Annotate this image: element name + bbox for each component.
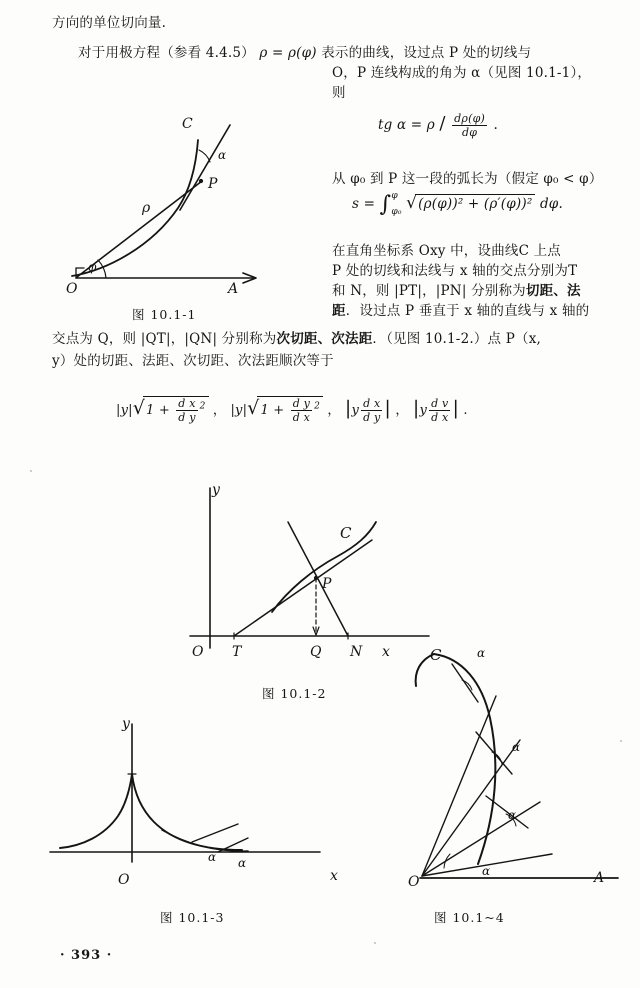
eq3-sep-3: ， [395,403,409,418]
scan-speck [620,740,622,742]
figure-2-label-P: P [322,576,332,592]
figure-3-drawing [42,712,332,882]
figure-2-label-C: C [340,524,352,542]
term-subtangent-subnormal: 次切距、次法距 [276,331,373,347]
figure-4-label-alpha-1: α [477,646,486,660]
figure-1-label-phi: φ [88,260,97,274]
eq3-frac-1 [176,397,197,424]
para3-part-d: ．设过点 P 垂直于 x 轴的直线与 x 轴的 [345,303,590,319]
paragraph-3-line-1 [332,242,632,261]
equation-3 [116,396,616,424]
figure-2-label-x: x [382,644,390,660]
figure-4-label-A: A [594,870,605,886]
figure-3-label-x: x [330,868,338,884]
eq3-num-1: d x [176,397,197,411]
heading-text: 方向的单位切向量. [52,15,167,31]
eq1-period: . [493,117,498,133]
para2-text: 从 φ₀ 到 P 这一段的弧长为（假定 φ₀ < φ） [332,171,603,187]
figure-3-label-alpha-2: α [238,856,247,870]
eq1-numerator: dρ(φ) [454,112,485,125]
eq3-abs-open-3: | [344,397,352,419]
eq3-term-3: |y $\frac{\text{d x}}{\text{d y}}$ | [344,397,392,424]
figure-4-drawing [400,636,630,886]
eq3-exp-2: 2 [314,401,321,412]
eq3-sep-1: ， [212,403,227,418]
eq3-num-4: d v [431,397,449,410]
eq3-exp-1: 2 [199,401,206,412]
figure-2-label-O: O [192,644,204,660]
figure-1-label-A: A [228,281,239,297]
paragraph-2 [332,170,632,189]
eq3-radicand-1: 1 + $\frac{\text{d x}}{\text{d y}}$ $^2$ [143,396,209,424]
term-tangent-normal-length: 切距、法 [525,283,581,299]
paragraph-1-line-2 [332,64,622,83]
para3-part-b: P 处的切线和法线与 x 轴的交点分别为T [332,263,578,279]
figure-4-label-alpha-2: α [512,740,521,754]
paragraph-3-line-2 [332,262,632,281]
eq1-denominator: dφ [461,126,478,139]
sqrt-symbol-1: √ [132,397,146,419]
para1-part-d: 则 [332,85,346,101]
scan-speck [374,942,376,944]
eq3-frac-4 [429,397,450,424]
para3-part-c: 和 N，则 |PT|，|PN| 分别称为 [332,283,526,299]
paragraph-5 [52,352,622,371]
term-normal-length: 距 [332,303,346,319]
figure-3-label-O: O [118,872,130,888]
eq3-abs-open-4: | [412,397,420,419]
eq2-tail: dφ. [539,196,563,212]
rho-expression: ρ = ρ(φ) [259,45,317,61]
para1-part-b: 表示的曲线，设过点 P 处的切线与 [321,45,532,61]
eq2-left: s = [352,196,376,212]
eq3-den-3: d y [363,411,381,424]
eq3-period: . [463,403,468,418]
sqrt-symbol: √ [406,193,418,213]
figure-1-caption: 图 10.1-1 [132,307,197,322]
figure-2-caption: 图 10.1-2 [262,686,327,701]
eq3-abs-1: |y| [116,403,133,418]
figure-3-label-alpha-1: α [208,850,217,864]
paragraph-3-line-3 [332,282,632,301]
paragraph-1-line-1 [78,44,618,63]
integral-lower-limit: φ₀ [391,207,402,217]
eq3-frac-2 [291,397,312,424]
eq3-num-2: d y [292,397,311,410]
eq1-left: tg α = ρ [378,117,435,133]
page-number: · 393 · [60,948,113,963]
eq3-term-4: |y $\frac{\text{d v}}{\text{d x}}$ | [412,397,460,424]
equation-2 [352,192,622,217]
eq1-fraction [452,112,487,139]
figure-1-label-C: C [182,116,193,132]
paragraph-3-line-4 [332,302,632,321]
eq3-den-2: d x [292,411,311,424]
figure-1-label-rho: ρ [142,200,151,216]
equation-1 [378,112,618,139]
eq3-sep-2: ， [327,403,341,418]
para1-part-c: O，P 连线构成的角为 α（见图 10.1-1）， [332,65,592,81]
eq3-den-4: d x [431,411,449,424]
integral-upper-limit: φ [391,191,398,201]
figure-4-label-alpha-4: α [482,864,491,878]
figure-4-label-alpha-3: α [508,808,517,822]
eq1-slash: / [439,113,446,134]
eq3-abs-close-3: | [384,397,392,419]
para4-part-c: ．（见图 10.1-2.）点 P（x, [372,331,542,347]
figure-1-label-alpha: α [218,148,227,162]
eq3-term-2 [230,397,327,424]
figure-2-label-N: N [350,644,363,660]
para5-text: y）处的切距、法距、次切距、次法距顺次等于 [52,353,334,369]
eq3-radicand-2: 1 + $\frac{\text{d y}}{\text{d x}}$ $^2$ [257,396,323,424]
figure-2-label-T: T [232,644,242,660]
figure-1-label-O: O [66,281,78,297]
figure-4-caption: 图 10.1~4 [434,910,505,925]
eq2-radicand: (ρ(φ))² + (ρ′(φ))² [415,194,535,214]
paragraph-4 [52,330,622,349]
para1-part-a: 对于用极方程（参看 4.4.5） [78,45,255,61]
eq3-abs-close-4: | [452,397,460,419]
paragraph-1-line-3 [332,84,622,103]
eq3-abs-2: |y| [230,403,248,418]
figure-4-label-O: O [408,874,420,890]
figure-2-label-y: y [212,482,220,498]
eq3-term-1 [116,397,213,424]
eq3-num-3: d x [361,397,382,411]
eq3-frac-3 [361,397,382,424]
sqrt-symbol-2: √ [247,397,260,419]
figure-1-label-P: P [208,176,218,192]
integral-sign: ∫ [379,191,392,217]
figure-3-caption: 图 10.1-3 [160,910,225,925]
figure-2-label-Q: Q [310,644,322,660]
scan-speck [30,470,32,472]
para4-part-a: 交点为 Q，则 |QT|，|QN| 分别称为 [52,331,277,347]
para3-part-a: 在直角坐标系 Oxy 中，设曲线C 上点 [332,243,562,259]
figure-4-label-C: C [430,646,442,664]
figure-3-label-y: y [122,716,130,732]
integral-limits [391,192,401,217]
section-heading [52,14,612,33]
eq3-den-1: d y [178,411,196,424]
